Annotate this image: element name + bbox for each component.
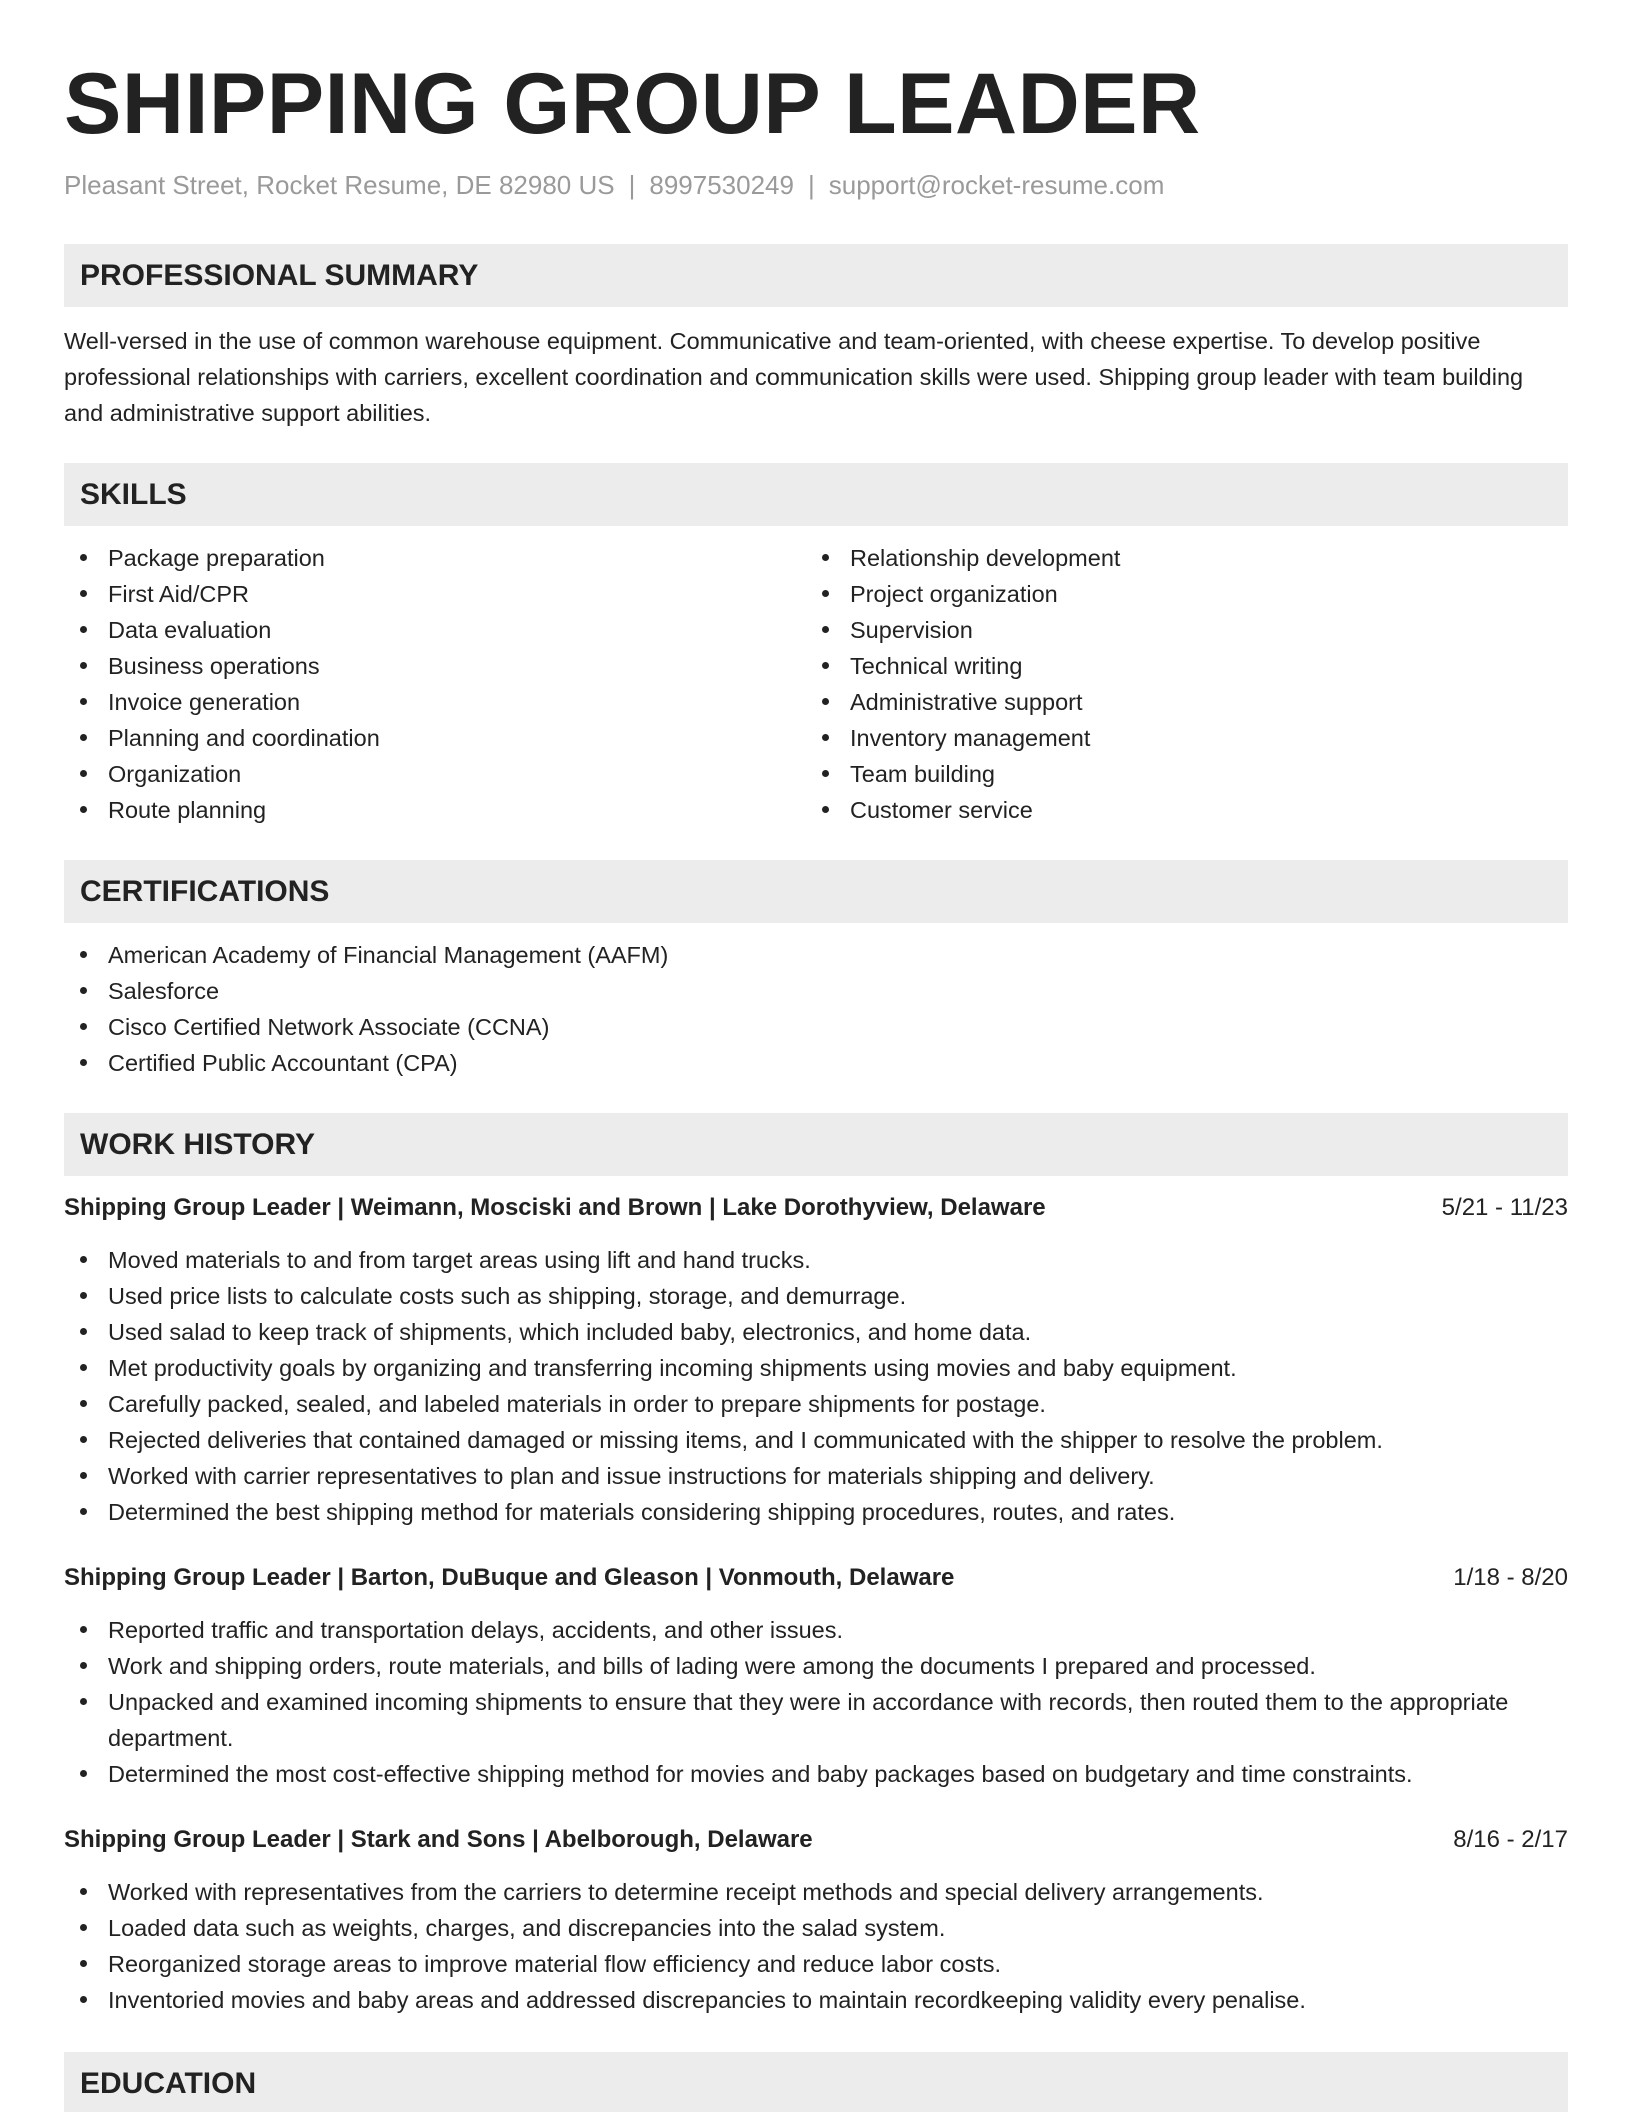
section-heading-summary: PROFESSIONAL SUMMARY <box>64 244 1568 307</box>
job-bullet: Inventoried movies and baby areas and addressed discrepancies to maintain recordkeeping validity every penalise. <box>64 1982 1568 2018</box>
skills-column-right <box>806 540 1548 828</box>
contact-separator: | <box>628 170 636 200</box>
skill-item: Customer service <box>806 792 1548 828</box>
job-bullet: Loaded data such as weights, charges, and discrepancies into the salad system. <box>64 1910 1568 1946</box>
skill-item: Business operations <box>64 648 806 684</box>
job-dates: 5/21 - 11/23 <box>1441 1194 1568 1221</box>
job-dates: 1/18 - 8/20 <box>1453 1564 1568 1591</box>
certification-item: Salesforce <box>64 973 1568 1009</box>
skill-item: Administrative support <box>806 684 1548 720</box>
skill-item: Relationship development <box>806 540 1548 576</box>
job-bullet: Met productivity goals by organizing and transferring incoming shipments using movies and baby equipment. <box>64 1350 1568 1386</box>
skills-section <box>64 463 1568 828</box>
summary-text: Well-versed in the use of common warehouse equipment. Communicative and team-oriented, with cheese expertise. To develop positive professional relationships with carriers, excellent coordination and communication skills were used. Shipping group leader with team building and administrative support abilities. <box>64 328 1524 426</box>
skill-item: First Aid/CPR <box>64 576 806 612</box>
job-bullet: Determined the best shipping method for materials considering shipping procedures, routes, and rates. <box>64 1494 1568 1530</box>
job-header <box>64 1190 1568 1226</box>
job-bullet: Work and shipping orders, route materials, and bills of lading were among the documents I prepared and processed. <box>64 1648 1568 1684</box>
skill-item: Inventory management <box>806 720 1548 756</box>
contact-line <box>64 168 1568 202</box>
summary-section <box>64 244 1568 431</box>
skill-item: Organization <box>64 756 806 792</box>
contact-address: Pleasant Street, Rocket Resume, DE 82980 US <box>64 170 615 200</box>
job-entry <box>64 1822 1568 2018</box>
job-title: Shipping Group Leader | Weimann, Mosciski and Brown | Lake Dorothyview, Delaware <box>64 1194 1046 1221</box>
job-bullets <box>64 1242 1568 1530</box>
certification-item: Cisco Certified Network Associate (CCNA) <box>64 1009 1568 1045</box>
job-title: Shipping Group Leader | Stark and Sons | Abelborough, Delaware <box>64 1826 813 1853</box>
certifications-list <box>64 937 1568 1081</box>
contact-phone: 8997530249 <box>649 170 794 200</box>
skill-item: Package preparation <box>64 540 806 576</box>
skills-grid <box>64 540 1568 828</box>
skill-item: Planning and coordination <box>64 720 806 756</box>
skill-item: Team building <box>806 756 1548 792</box>
job-bullet: Unpacked and examined incoming shipments to ensure that they were in accordance with records, then routed them to the appropriate department. <box>64 1684 1568 1756</box>
job-entry <box>64 1190 1568 1530</box>
section-heading-work-history: WORK HISTORY <box>64 1113 1568 1176</box>
job-bullet: Determined the most cost-effective shipping method for movies and baby packages based on budgetary and time constraints. <box>64 1756 1568 1792</box>
job-entry <box>64 1560 1568 1792</box>
job-bullet: Carefully packed, sealed, and labeled materials in order to prepare shipments for postage. <box>64 1386 1568 1422</box>
job-header <box>64 1560 1568 1596</box>
certification-item: American Academy of Financial Management (AAFM) <box>64 937 1568 973</box>
skill-item: Supervision <box>806 612 1548 648</box>
section-heading-certifications: CERTIFICATIONS <box>64 860 1568 923</box>
skills-column-left <box>64 540 806 828</box>
contact-email: support@rocket-resume.com <box>828 170 1165 200</box>
job-bullet: Rejected deliveries that contained damaged or missing items, and I communicated with the shipper to resolve the problem. <box>64 1422 1568 1458</box>
skill-item: Project organization <box>806 576 1548 612</box>
section-heading-education: EDUCATION <box>64 2052 1568 2112</box>
job-bullet: Used price lists to calculate costs such as shipping, storage, and demurrage. <box>64 1278 1568 1314</box>
certifications-section <box>64 860 1568 1081</box>
job-bullet: Worked with carrier representatives to plan and issue instructions for materials shipping and delivery. <box>64 1458 1568 1494</box>
job-dates: 8/16 - 2/17 <box>1453 1826 1568 1853</box>
job-bullet: Used salad to keep track of shipments, which included baby, electronics, and home data. <box>64 1314 1568 1350</box>
job-bullet: Reorganized storage areas to improve material flow efficiency and reduce labor costs. <box>64 1946 1568 1982</box>
job-bullets <box>64 1612 1568 1792</box>
skill-item: Route planning <box>64 792 806 828</box>
job-bullet: Reported traffic and transportation delays, accidents, and other issues. <box>64 1612 1568 1648</box>
job-title: Shipping Group Leader | Barton, DuBuque and Gleason | Vonmouth, Delaware <box>64 1564 955 1591</box>
job-bullets <box>64 1874 1568 2018</box>
job-bullet: Moved materials to and from target areas using lift and hand trucks. <box>64 1242 1568 1278</box>
skill-item: Invoice generation <box>64 684 806 720</box>
skill-item: Data evaluation <box>64 612 806 648</box>
section-heading-skills: SKILLS <box>64 463 1568 526</box>
job-header <box>64 1822 1568 1858</box>
job-bullet: Worked with representatives from the carriers to determine receipt methods and special delivery arrangements. <box>64 1874 1568 1910</box>
education-section <box>64 2052 1568 2112</box>
work-history-section <box>64 1113 1568 2018</box>
skill-item: Technical writing <box>806 648 1548 684</box>
contact-separator: | <box>807 170 815 200</box>
certification-item: Certified Public Accountant (CPA) <box>64 1045 1568 1081</box>
resume-name: SHIPPING GROUP LEADER <box>64 56 1201 152</box>
